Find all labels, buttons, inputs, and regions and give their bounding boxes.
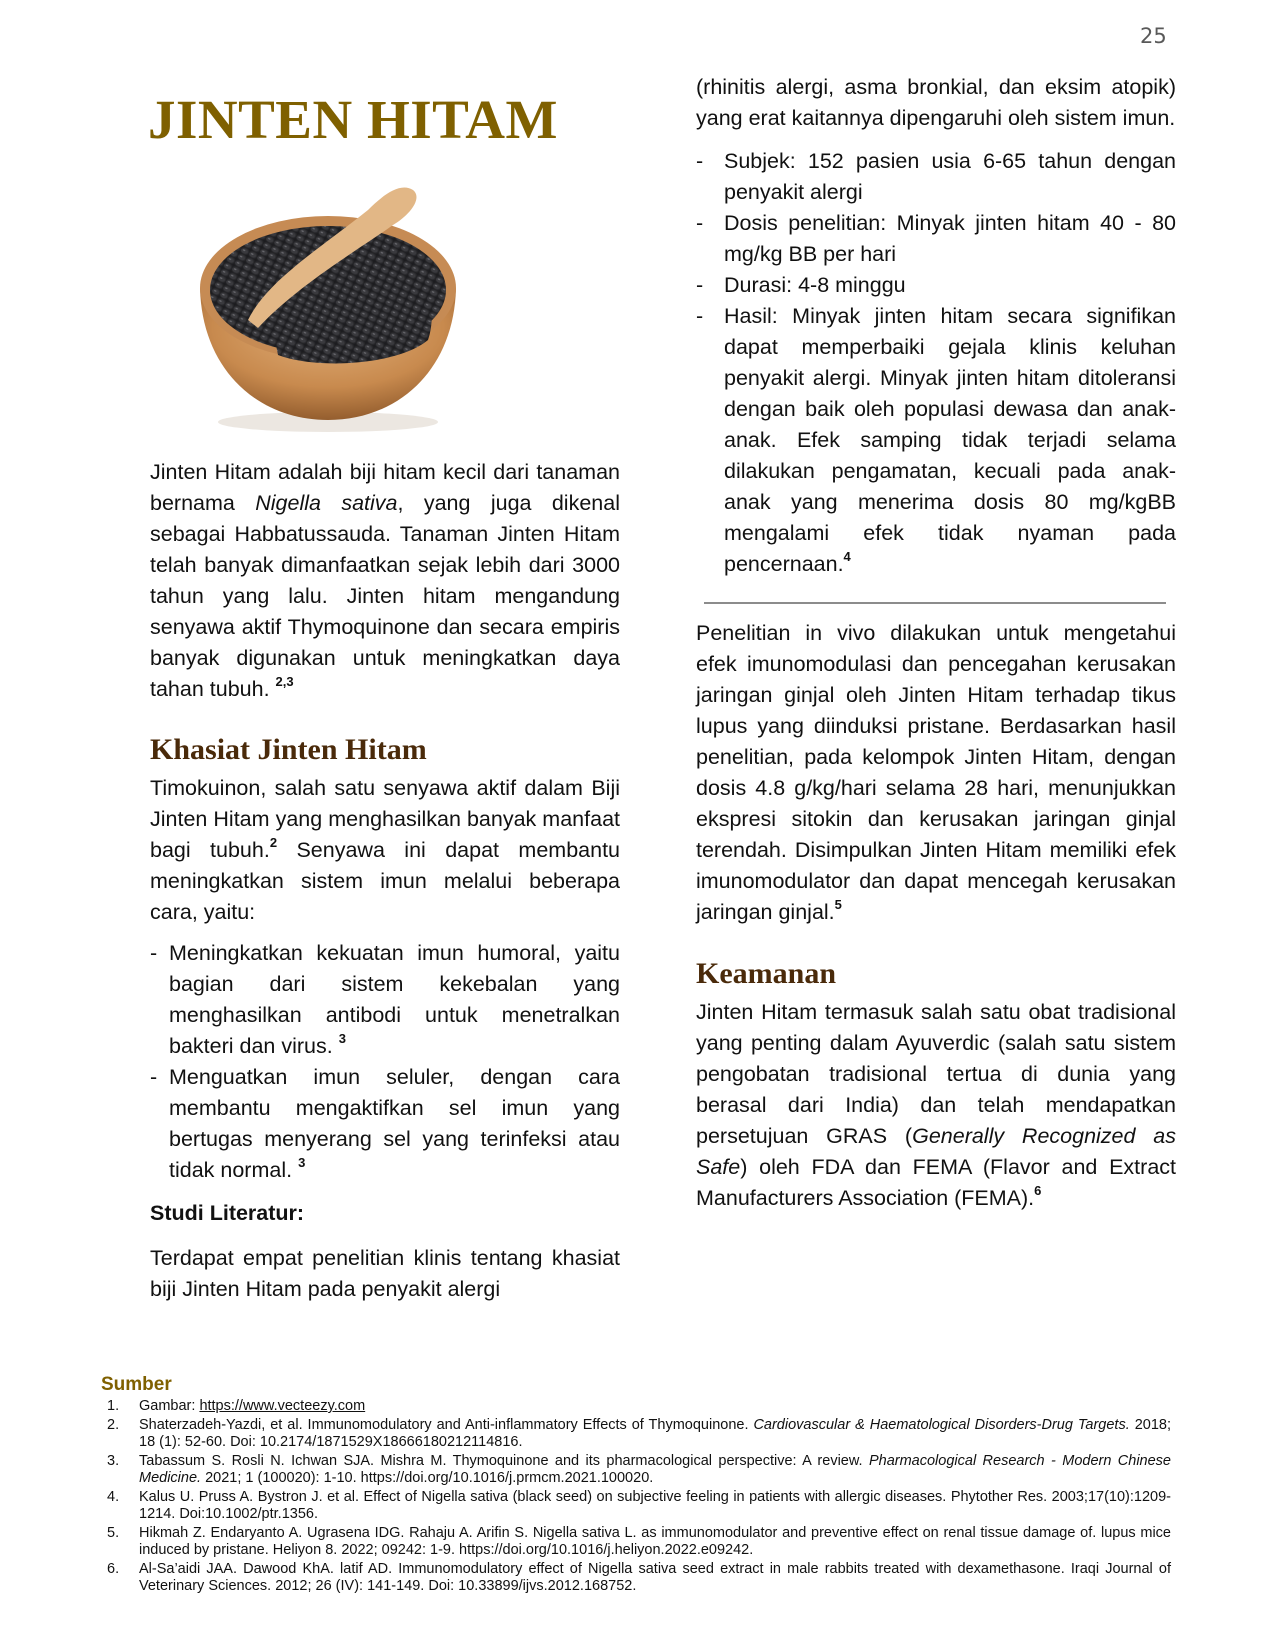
citation-ref: 4: [843, 549, 851, 564]
scientific-name: Nigella sativa: [255, 491, 398, 515]
intro-paragraph: Jinten Hitam adalah biji hitam kecil dari tanaman bernama Nigella sativa, yang juga dikenal sebagai Habbatussauda. Tanaman Jinten Hitam telah banyak dimanfaatkan sejak lebih dari 3000 tahun yang lalu. Jinten hitam mengandung senyawa aktif Thymoquinone dan secara empiris banyak digunakan untuk meningkatkan daya tahan tubuh. $^{2,3}$: [150, 460, 620, 701]
section-divider: [704, 602, 1166, 604]
image-source-link[interactable]: https://www.vecteezy.com: [199, 1398, 366, 1414]
keamanan-heading: Keamanan: [696, 957, 837, 990]
sources-section: [101, 1374, 1171, 1597]
sources-heading: Sumber: [101, 1374, 172, 1395]
left-column: [150, 457, 620, 1305]
list-item: - Meningkatkan kekuatan imun humoral, yaitu bagian dari sistem kekebalan yang menghasilkan antibodi untuk menetralkan bakteri dan virus. $^3$: [150, 938, 620, 1062]
citation-ref: 3: [338, 1031, 346, 1046]
list-item: - Subjek: 152 pasien usia 6-65 tahun dengan penyakit alergi: [696, 146, 1176, 208]
reference-item: 3. Tabassum S. Rosli N. Ichwan SJA. Mishra M. Thymoquinone and its pharmacological perspective: A review. Pharmacological Research - Modern Chinese Medicine. 2021; 1 (100020): 1-10. https://doi.org/10.1016/j.prmcm.2021.100020.: [107, 1452, 1171, 1486]
black-seed-bowl-image: [178, 170, 473, 435]
right-column: [696, 72, 1176, 1214]
khasiat-heading: Khasiat Jinten Hitam: [150, 733, 427, 766]
study-details-list: [696, 146, 1176, 580]
dash-bullet-icon: -: [150, 1065, 158, 1089]
continuation-paragraph: (rhinitis alergi, asma bronkial, dan eksim atopik) yang erat kaitannya dipengaruhi oleh sistem imun.: [696, 75, 1176, 130]
reference-item: 6. Al-Sa’aidi JAA. Dawood KhA. latif AD. Immunomodulatory effect of Nigella sativa seed extract in male rabbits treated with dexamethasone. Iraqi Journal of Veterinary Sciences. 2012; 26 (IV): 141-149. Doi: 10.33899/ijvs.2012.168752.: [107, 1560, 1171, 1594]
khasiat-paragraph: Timokuinon, salah satu senyawa aktif dalam Biji Jinten Hitam yang menghasilkan banyak manfaat bagi tubuh.$^2$ Senyawa ini dapat membantu meningkatkan sistem imun melalui beberapa cara, yaitu:: [150, 776, 620, 924]
invivo-paragraph: Penelitian in vivo dilakukan untuk mengetahui efek imunomodulasi dan pencegahan kerusakan jaringan ginjal oleh Jinten Hitam terhadap tikus lupus yang diinduksi pristane. Berdasarkan hasil penelitian, pada kelompok Jinten Hitam, dengan dosis 4.8 g/kg/hari selama 28 hari, menunjukkan ekspresi sitokin dan kerusakan jaringan ginjal terendah. Disimpulkan Jinten Hitam memiliki efek imunomodulator dan dapat mencegah kerusakan jaringan ginjal.$^5$: [696, 621, 1176, 924]
citation-ref: 3: [298, 1155, 306, 1170]
reference-item: 2. Shaterzadeh-Yazdi, et al. Immunomodulatory and Anti-inflammatory Effects of Thymoquinone. Cardiovascular & Haematological Disorders-Drug Targets. 2018; 18 (1): 52-60. Doi: 10.2174/1871529X18666180212114816.: [107, 1416, 1171, 1450]
citation-ref: 6: [1034, 1183, 1042, 1198]
page-title: JINTEN HITAM: [148, 89, 558, 150]
studi-paragraph: Terdapat empat penelitian klinis tentang khasiat biji Jinten Hitam pada penyakit alergi: [150, 1246, 620, 1301]
reference-item: 4. Kalus U. Pruss A. Bystron J. et al. Effect of Nigella sativa (black seed) on subjective feeling in patients with allergic diseases. Phytother Res. 2003;17(10):1209-1214. Doi:10.1002/ptr.1356.: [107, 1488, 1171, 1522]
keamanan-paragraph: Jinten Hitam termasuk salah satu obat tradisional yang penting dalam Ayuverdic (salah satu sistem pengobatan tradisional tertua di dunia yang berasal dari India) dan telah mendapatkan persetujuan GRAS (Generally Recognized as Safe) oleh FDA dan FEMA (Flavor and Extract Manufacturers Association (FEMA).$^6$: [696, 1000, 1176, 1210]
khasiat-bullet-list: [150, 938, 620, 1186]
dash-bullet-icon: -: [696, 273, 704, 297]
reference-list: [101, 1398, 1171, 1596]
citation-ref: 2,3: [275, 674, 294, 689]
list-item: - Durasi: 4-8 minggu: [696, 270, 1176, 301]
page-number: 25: [1140, 24, 1167, 48]
dash-bullet-icon: -: [696, 211, 704, 235]
reference-item: 5. Hikmah Z. Endaryanto A. Ugrasena IDG. Rahaju A. Arifin S. Nigella sativa L. as immunomodulator and preventive effect on renal tissue damage of. lupus mice induced by pristane. Heliyon 8. 2022; 09242: 1-9. https://doi.org/10.1016/j.heliyon.2022.e09242.: [107, 1524, 1171, 1558]
dash-bullet-icon: -: [150, 941, 158, 965]
dash-bullet-icon: -: [696, 304, 704, 328]
list-item: - Hasil: Minyak jinten hitam secara signifikan dapat memperbaiki gejala klinis keluhan penyakit alergi. Minyak jinten hitam ditoleransi dengan baik oleh populasi dewasa dan anak-anak. Efek samping tidak terjadi selama dilakukan pengamatan, kecuali pada anak-anak yang menerima dosis 80 mg/kgBB mengalami efek tidak nyaman pada pencernaan.$^4$: [696, 301, 1176, 580]
list-item: - Dosis penelitian: Minyak jinten hitam 40 - 80 mg/kg BB per hari: [696, 208, 1176, 270]
citation-ref: 2: [269, 835, 278, 850]
citation-ref: 5: [834, 897, 842, 912]
studi-literatur-label: Studi Literatur:: [150, 1201, 305, 1225]
dash-bullet-icon: -: [696, 149, 704, 173]
reference-item: 1. Gambar: https://www.vecteezy.com: [107, 1398, 366, 1414]
list-item: - Menguatkan imun seluler, dengan cara membantu mengaktifkan sel imun yang bertugas menyerang sel yang terinfeksi atau tidak normal. $^3$: [150, 1062, 620, 1186]
